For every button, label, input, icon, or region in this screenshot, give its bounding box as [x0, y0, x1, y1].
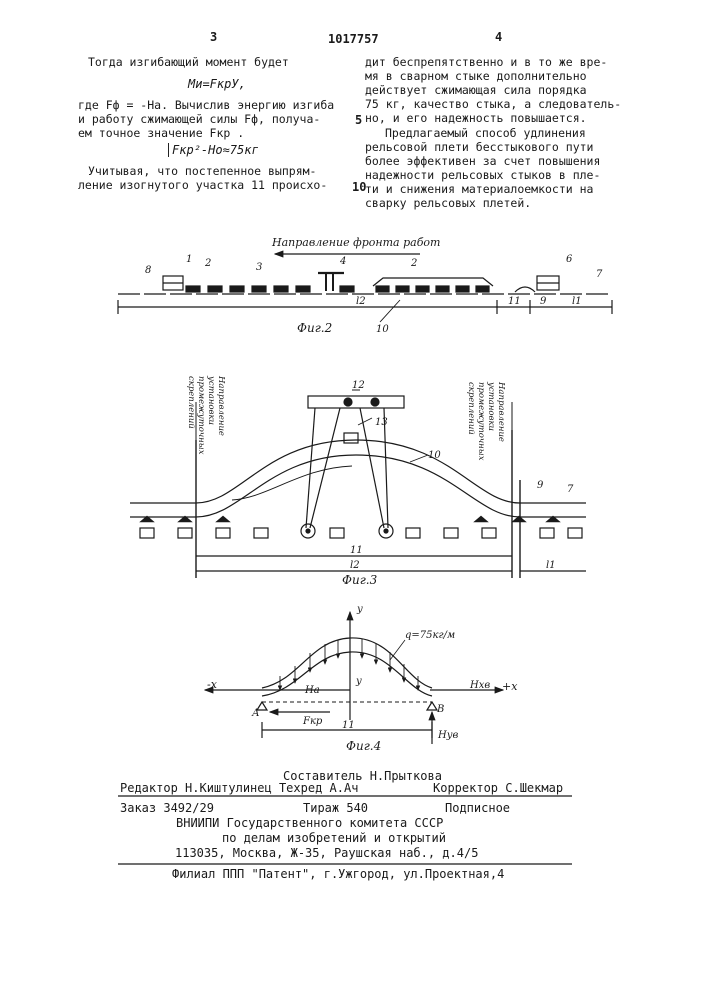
- fig4-label-minus-x: -x: [207, 678, 217, 691]
- left-text-line: Учитывая, что постепенное выпрям-: [88, 164, 317, 178]
- fig4-support-B: [427, 702, 437, 710]
- fig4-label-plus-x: +x: [502, 680, 518, 693]
- fig3-left-note: Направление установки промежуточных скреплений: [186, 376, 226, 455]
- fig2-label-2b: 2: [411, 258, 418, 269]
- footer-editor: Редактор Н.Киштулинец Техред А.Ач: [120, 781, 359, 795]
- left-text-line: где Fф = -На. Вычислив энергию изгиба: [78, 98, 335, 112]
- fig2-label-l1: l1: [572, 296, 582, 307]
- fig2-caption: Фиг.2: [297, 321, 333, 335]
- fig2-direction-label: Направление фронта работ: [272, 236, 441, 249]
- fig3-label-12: 12: [352, 380, 365, 391]
- fig4-label-Fkp: Fкр: [303, 716, 323, 727]
- page-number-right: 4: [495, 30, 503, 44]
- fig3-label-13: 13: [375, 417, 388, 428]
- fig2-label-9: 9: [540, 296, 547, 307]
- fig2-label-2: 2: [205, 258, 212, 269]
- fig3-crane-beam: [308, 396, 404, 408]
- footer-circulation: Тираж 540: [303, 801, 369, 815]
- fig2-sleepers-right: [376, 286, 489, 292]
- right-text-line: надежности рельсовых стыков в пле-: [365, 168, 601, 182]
- page-number-left: 3: [210, 30, 218, 44]
- fig2-label-7: 7: [596, 269, 603, 280]
- right-text-line: действует сжимающая сила порядка: [365, 83, 587, 97]
- fig2-label-l2: l2: [356, 296, 366, 307]
- fig3-label-l2: l2: [350, 560, 360, 571]
- fig2-label-4: 4: [340, 256, 347, 267]
- footer-branch: Филиал ППП "Патент", г.Ужгород, ул.Проектная,4: [172, 867, 505, 881]
- fig2-label-11: 11: [508, 296, 521, 307]
- fig3-label-11: 11: [350, 545, 363, 556]
- right-text-line: мя в сварном стыке дополнительно: [365, 69, 587, 83]
- fig4-beam-lower: [262, 652, 432, 696]
- right-text-line: сварку рельсовых плетей.: [365, 196, 532, 210]
- fig4-label-11: 11: [342, 720, 355, 731]
- fig4-label-A: А: [252, 708, 260, 719]
- left-text-line: ем точное значение Fкр .: [78, 126, 245, 140]
- line-number-10: 10: [352, 180, 367, 194]
- fig2-label-1: 1: [186, 254, 193, 265]
- footer-org1: ВНИИПИ Государственного комитета СССР: [176, 816, 444, 830]
- fig2-label-6: 6: [566, 254, 573, 265]
- fig4-caption: Фиг.4: [346, 739, 382, 753]
- formula-critical-force: Fкр²-Hо≈75кг: [168, 143, 259, 157]
- left-text-line: Тогда изгибающий момент будет: [88, 55, 289, 69]
- fig2-sleepers-left: [186, 286, 354, 292]
- formula-moment: Mи=FкрУ,: [188, 77, 246, 91]
- fig3-caption: Фиг.3: [342, 573, 378, 587]
- right-text-line: но, и его надежность повышается.: [365, 111, 587, 125]
- fig3-label-7: 7: [567, 484, 574, 495]
- fig4-label-Ha: На: [305, 685, 320, 696]
- left-text-line: ление изогнутого участка 11 происхо-: [78, 178, 328, 192]
- right-text-line: дит беспрепятственно и в то же вре-: [365, 55, 608, 69]
- left-text-line: и работу сжимающей силы Fф, получа-: [78, 112, 321, 126]
- right-text-line: более эффективен за счет повышения: [365, 154, 601, 168]
- patent-number: 1017757: [328, 32, 379, 46]
- fig3-sleepers: [140, 528, 582, 538]
- fig3-label-l1: l1: [546, 560, 556, 571]
- fig3-label-9: 9: [537, 480, 544, 491]
- fig2-label-3: 3: [256, 262, 263, 273]
- fig4-label-B: В: [437, 704, 445, 715]
- fig3-label-10: 10: [428, 450, 441, 461]
- fig2-label-10: 10: [376, 324, 389, 335]
- footer-compiler: Составитель Н.Прыткова: [283, 769, 442, 783]
- fig3-right-note: Направление установки промежуточных скреплений: [466, 382, 506, 461]
- footer-order: Заказ 3492/29: [120, 801, 214, 815]
- footer-address: 113035, Москва, Ж-35, Раушская наб., д.4/5: [175, 846, 479, 860]
- right-text-line: ти и снижения материалоемкости на: [365, 182, 594, 196]
- footer-org2: по делам изобретений и открытий: [222, 831, 446, 845]
- fig4-label-y-inner: у: [356, 676, 362, 687]
- fig3-rail-arch-lower: [196, 455, 520, 517]
- fig4-label-q: q=75кг/м: [405, 630, 456, 641]
- right-text-line: рельсовой плети бесстыкового пути: [365, 140, 594, 154]
- right-text-line: Предлагаемый способ удлинения: [385, 126, 586, 140]
- fig2-raised-section: [373, 278, 493, 286]
- footer-subscription: Подписное: [445, 801, 511, 815]
- fig4-label-Hxb: Нхв: [470, 680, 491, 691]
- right-text-line: 75 кг, качество стыка, а следователь-: [365, 97, 622, 111]
- fig4-label-y: y: [357, 604, 363, 615]
- footer-corrector: Корректор С.Шекмар: [433, 781, 564, 795]
- fig2-label-8: 8: [145, 265, 152, 276]
- fig4-label-Hyb: Нув: [438, 730, 459, 741]
- line-number-5: 5: [355, 113, 363, 127]
